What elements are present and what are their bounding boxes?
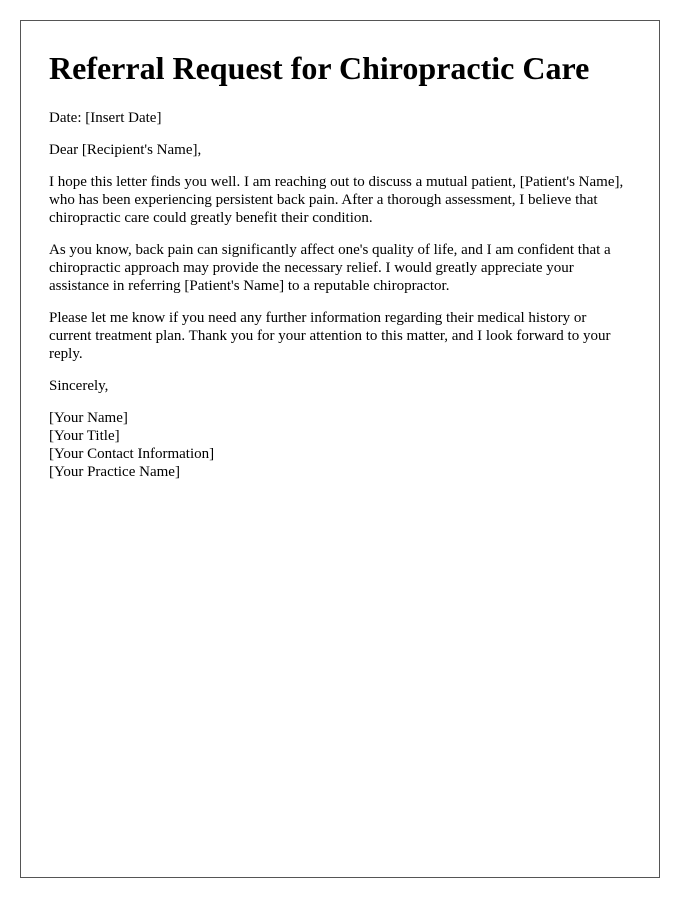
signature-practice: [Your Practice Name]	[49, 464, 180, 480]
letter-page	[20, 20, 660, 878]
signature-name: [Your Name]	[49, 410, 128, 426]
closing: Sincerely,	[49, 378, 109, 394]
signature-block	[49, 409, 631, 481]
letter-content	[49, 49, 631, 481]
date-line: Date: [Insert Date]	[49, 110, 162, 126]
body-paragraph-2: As you know, back pain can significantly affect one's quality of life, and I am confident that a chiropractic approach may provide the necessary relief. I would greatly appreciate your assistance in referring [Patient's Name] to a reputable chiropractor.	[49, 242, 611, 294]
body-paragraph-1: I hope this letter finds you well. I am reaching out to discuss a mutual patient, [Patient's Name], who has been experiencing persistent back pain. After a thorough assessment, I believe that chiropractic care could greatly benefit their condition.	[49, 174, 624, 226]
body-paragraph-3: Please let me know if you need any further information regarding their medical history or current treatment plan. Thank you for your attention to this matter, and I look forward to your reply.	[49, 310, 611, 362]
salutation: Dear [Recipient's Name],	[49, 142, 202, 158]
signature-title: [Your Title]	[49, 428, 120, 444]
signature-contact: [Your Contact Information]	[49, 446, 215, 462]
letter-title: Referral Request for Chiropractic Care	[49, 50, 590, 86]
